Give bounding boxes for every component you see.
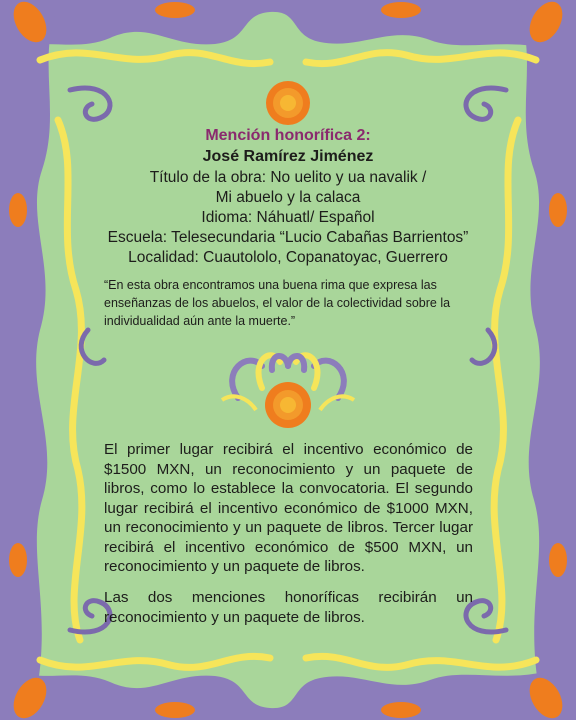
work-title-line-2: Mi abuelo y la calaca	[215, 189, 361, 206]
prizes-paragraph: El primer lugar recibirá el incentivo económico de $1500 MXN, un reconocimiento y un paquete de libros, como lo establece la convocatoria. El segundo lugar recibirá el incentivo económico de $1000 MXN, un reconocimiento y un paquete de libros. Tercer lugar recibirá el incentivo económico de $500 MXN, un reconocimiento y un paquete de libros.	[104, 441, 473, 575]
school-line: Escuela: Telesecundaria “Lucio Cabañas Barrientos”	[107, 229, 469, 246]
language-line: Idioma: Náhuatl/ Español	[201, 209, 375, 226]
work-title-line-1: Título de la obra: No uelito y ua navalik /	[149, 169, 427, 186]
jury-quote: “En esta obra encontramos una buena rima que expresa las enseñanzas de los abuelos, el valor de la colectividad sobre la individualidad aún ante la muerte.”	[104, 278, 451, 328]
honorable-mentions-paragraph: Las dos menciones honoríficas recibirán un reconocimiento y un paquete de libros.	[104, 589, 473, 626]
author-name: José Ramírez Jiménez	[202, 148, 374, 165]
mention-heading: Mención honorífica 2:	[205, 127, 371, 144]
locality-line: Localidad: Cuautololo, Copanatoyac, Guerrero	[128, 249, 448, 266]
